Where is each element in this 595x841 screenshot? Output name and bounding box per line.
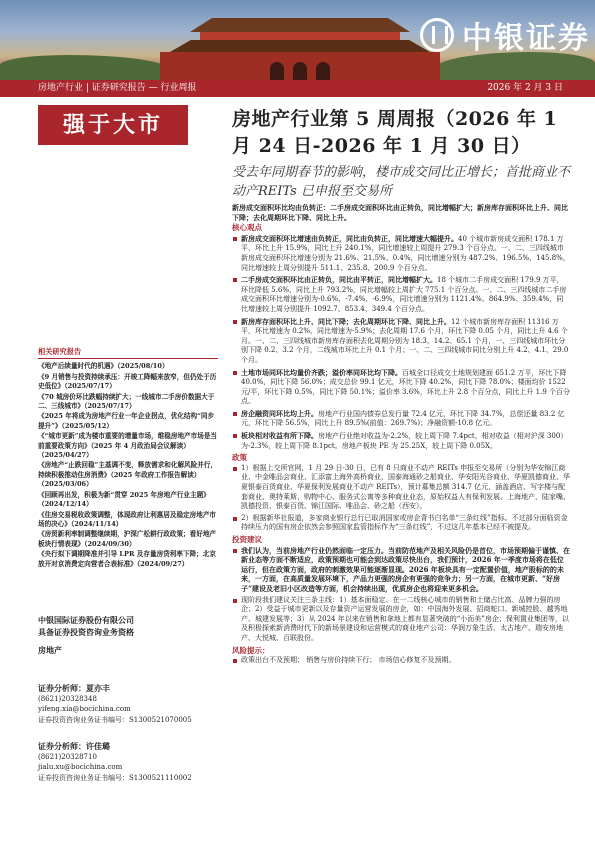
core-point [232, 317, 570, 366]
risk-point [232, 656, 570, 666]
banner-trees-left [0, 55, 170, 80]
core-point-lead: 新房库存面积环比上升、同比下降；去化周期环比下降、同比上升。 [241, 316, 451, 326]
core-point-lead: 土地市场同环比均量价齐跌；溢价率同环比均下降。 [241, 367, 402, 377]
boc-logo-icon [420, 18, 454, 52]
invest-heading: 投资建议 [232, 535, 262, 544]
core-point [232, 409, 570, 429]
core-point [232, 234, 570, 273]
invest-point: 现阶段我们建议关注三条主线：1）基本面稳定、在一二线核心城市的销售和土储占比高、品牌力强的房企；2）受益于城市更新以及存量资产运营发展的房企，如：中国海外发展、招商蛇口、新城控股、越秀地产、城建发展等；3）从 2024 年以来在销售和拿地上都有显著突破的“小而美”房企；保利置业集团等，以及积极探索新消费时代下的新场景建设和运营模式的商业地产公司：华润万象生活、太古地产、瑞安房地产、大悦城、百联股份。 [232, 596, 570, 644]
related-report-item[interactable]: 《“城市更新”成为楼市重要的增量市场，维稳房地产市场是当前重要政策方向》（2025 年 4 月政治局会议解读）（2025/04/27） [38, 432, 218, 460]
analyst-name: 许佳璐 [86, 741, 110, 751]
core-point-body: 百城全口径成交土地规划建面 651.2 万平，环比下降 40.0%，同比下降 56.0%；成交总价 99.1 亿元，环比下降 40.2%，同比下降 78.0%；楼面均价 1522 元/平，环比下降 0.5%，同比下降 50.1%；溢价率 3.6%，环比上升 2.8 个百分点，同比上升 1.9 个百分点。 [241, 368, 571, 406]
analyst-phone: (8621)20328710 [38, 752, 97, 761]
corp-sector: 房地产 [38, 645, 62, 655]
related-divider [38, 358, 218, 359]
analyst-cert: 证券投资咨询业务证书编号：S1300521070005 [38, 715, 192, 724]
report-subtitle: 受去年同期春节的影响，楼市成交同比正增长；首批商业不动产REITs 已申报至交易所 [232, 165, 571, 199]
related-report-item[interactable]: 《2025 年将成为房地产行业一年企业拐点，优化结构“同步提升”》（2025/05/12） [38, 412, 215, 430]
corp-info [38, 614, 218, 656]
core-point-body: 12 个城市新房库存面积 11316 万平，环比增速为 0.2%，同比增速为-5.9%；去化周期 17.6 个月，环比下降 0.05 个月，同比上升 4.6 个月。一、二、三四线城市新房库存面积去化周期分别为 18.3、14.2、65.1 个月，一、三四线城市环比分别下降 0.2、3.2 个月，二线城市环比上升 0.1 个月；一、二、三四线城市同比分别上升 4.2、4.1、29.0 个月。 [241, 317, 569, 364]
related-report-item[interactable]: 《回顾再出发，积极为新“贯穿 2025 年房地产行业主题》（2024/12/14） [38, 490, 210, 509]
banner-gate-arch [316, 62, 330, 80]
policy-point: 2）根据新华社报道，多家商业银行总行已取消国家或房企背书白名单“三条红线”指标。不过部分面临资金持续压力的国有房企依然会参照国家监管指标作为“三条红线”，不过这几年基本已经不被提及。 [232, 514, 570, 533]
core-point [232, 275, 570, 314]
core-point-lead: 新房成交面积环比增速由负转正，同比由负转正，同比增速大幅提升。 [241, 233, 458, 243]
core-point-lead: 房企融资同环比均上升。 [241, 408, 318, 418]
brand-logo [420, 10, 590, 60]
analyst-phone: (8621)20328348 [38, 694, 97, 703]
core-point [232, 431, 570, 451]
related-report-item[interactable]: 《房贸新利率制调整继续期，沪深广松耕行政政策；看好地产板块行情表现》（2024/09/30） [38, 530, 217, 548]
core-point-body: 40 个城市新房成交面积 178.1 万平，环比上升 15.9%，同比上升 240.1%，同比增速较上周提升 279.3 个百分点。一、二、三四线城市新房成交面积环比增速分别为 21.6%、21.5%、0.4%，同比增速分别为 487.2%、196.5%、145.8%，同比增速较上周分别提升 511.1、235.8、200.9 个百分点。 [241, 234, 570, 272]
summary-paragraph: 新房成交面积环比均由负转正：二手房成交面积环比由正转负，同比增幅扩大；新房库存面积环比上升、同比下降；去化周期环比下降、同比上升。 [232, 203, 568, 222]
risk-item: 销售与房价持续下行； [306, 656, 377, 665]
core-point-lead: 板块相对收益有所下降。 [241, 431, 318, 441]
report-body [232, 203, 570, 668]
analyst-name-line [38, 741, 218, 752]
banner-gate-arch [293, 62, 307, 80]
core-point-lead: 二手房成交面积环比由正转负，同比由平转正，同比增幅扩大。 [241, 275, 437, 285]
related-report-item[interactable]: 《住房交易税收政策调整，体现政府让利惠居及稳定房地产市场的决心》（2024/11/14） [38, 510, 217, 528]
corp-qualification: 具备证券投资咨询业务资格 [38, 627, 134, 637]
report-info-bar [0, 80, 595, 97]
related-report-item[interactable]: 《9 月销售与投资持续承压：开竣工降幅来放窄，但仍处于历史低位》（2025/07/17） [38, 372, 217, 391]
analyst-card [38, 683, 218, 725]
related-reports [38, 347, 218, 570]
brand-name: 中银证券 [462, 21, 590, 56]
analyst-name: 夏亦丰 [86, 683, 110, 693]
related-report-item[interactable]: 《70 城房价环比跌幅持续扩大；一线城市二手房价数据大于二、三线城市》（2025/07/17） [38, 392, 215, 411]
corp-name: 中银国际证券股份有限公司 [38, 615, 134, 625]
report-date: 2026 年 2 月 3 日 [487, 83, 563, 93]
analyst-cert: 证券投资咨询业务证书编号：S1300521110002 [38, 773, 192, 782]
risk-item: 政策出台不及预期； [241, 656, 304, 665]
report-title: 房地产行业第 5 周周报（2026 年 1 月 24 日-2026 年 1 月 30 日） [232, 108, 558, 157]
analyst-email[interactable]: jialu.xu@bocichina.com [38, 763, 123, 771]
policy-heading: 政策 [232, 453, 247, 463]
risk-item: 市场信心修复不及预期。 [378, 656, 456, 665]
core-point-body: 18 个城市二手房成交面积 179.9 万平，环比降低 5.6%，同比上升 793.2%，同比增幅较上周扩大 775.1 个百分点。一、二、三四线城市二手房成交面积环比增速分别为-0.6%、-7.4%、-6.9%，同比增速分别为 1121.4%、864.9%、359.4%，同比增速较上周分别提升 1092.7、853.4、349.4 个百分点。 [241, 276, 567, 313]
related-report-item[interactable]: 《房地产“止跌回稳”主基调不变，释放需求和化解风险并行，持续积极推动住房消费》（2025 年政府工作报告解读）（2025/03/06） [38, 461, 218, 489]
analyst-role: 证券分析师： [38, 683, 86, 693]
rating-badge: 强于大市 [38, 105, 188, 145]
risk-heading: 风险提示： [232, 645, 270, 655]
analyst-role: 证券分析师： [38, 741, 86, 751]
banner-roof-top [190, 18, 410, 32]
core-point-body: 房地产行业国内债券总发行量 72.4 亿元，环比下降 34.7%，总偿还量 83.2 亿元，环比下降 56.5%，同比上升 89.5%(前值：269.7%)；净融资额-10.8 亿元。 [241, 409, 565, 428]
banner-gate-arch [270, 62, 284, 80]
related-report-item[interactable]: 《地产后续量时代的机遇》（2025/08/10） [38, 362, 169, 371]
report-category: 房地产行业 | 证券研究报告 — 行业周报 [38, 83, 197, 93]
invest-point: 我们认为，当前房地产行业仍然面临一定压力。当前防范地产及相关风险仍是首位，市场预期偏于谨慎、在新业态等方面不断适应，政策预期也可能会到达政策尽快出台，我们预计，2026 年一季度市场将在低位运行，但在政策方面，政府的刺激效果可能逐渐显现。2026 年板块具有一定配置价值，地产股标的的未来，一方面，在高质量发展环境下，产品力更强的房企有更强的竞争力；另一方面，在城市更新、“好房子”建设及老旧小区改造等方面，机会持续出现，优质房企也将迎来更多机会。 [232, 546, 570, 594]
analyst-email[interactable]: yifeng.xia@bocichina.com [38, 705, 131, 713]
related-report-item[interactable]: 《央行拟下调期降准并引导 LPR 及存量房贷利率下降；北京放开对京消费定向营者合表标准》（2024/09/27） [38, 550, 216, 568]
core-point [232, 368, 570, 407]
analyst-name-line [38, 683, 218, 694]
banner-roof-lower [170, 40, 430, 52]
header-banner [0, 0, 595, 80]
policy-point: 1）根据上交所官网，1 月 29 日-30 日，已有 8 只商业不动产 REITs 申报至交易所（分别为华安锦江商业、中金唯品会商业、汇添富上海外高桥商业、国泰海通砂之船商业、华安阳光谷商业、华夏凯德商业、华夏银泰百货商业、华夏保利发展商业不动产 REITs），预计募集总额 314.7 亿元，涵盖酒店、写字楼与配套商业、奥特莱斯、购物中心、服务式公寓等多种商业业态，原始权益人有保利发展、上海地产、陆家嘴、凯德投资、银泰百货、锦江国际、唯品会、砂之船（西安）。 [232, 464, 570, 512]
analyst-card [38, 741, 218, 783]
related-heading: 相关研究报告 [38, 347, 82, 356]
core-heading: 核心观点 [232, 223, 262, 233]
core-point-body: 房地产行业绝对收益为-2.2%，较上周下降 7.4pct，相对收益（相对沪深 300）为-2.3%，较上周下降 8.1pct。房地产板块 PE 为 25.25X，较上周下降 0.05X。 [241, 432, 568, 450]
